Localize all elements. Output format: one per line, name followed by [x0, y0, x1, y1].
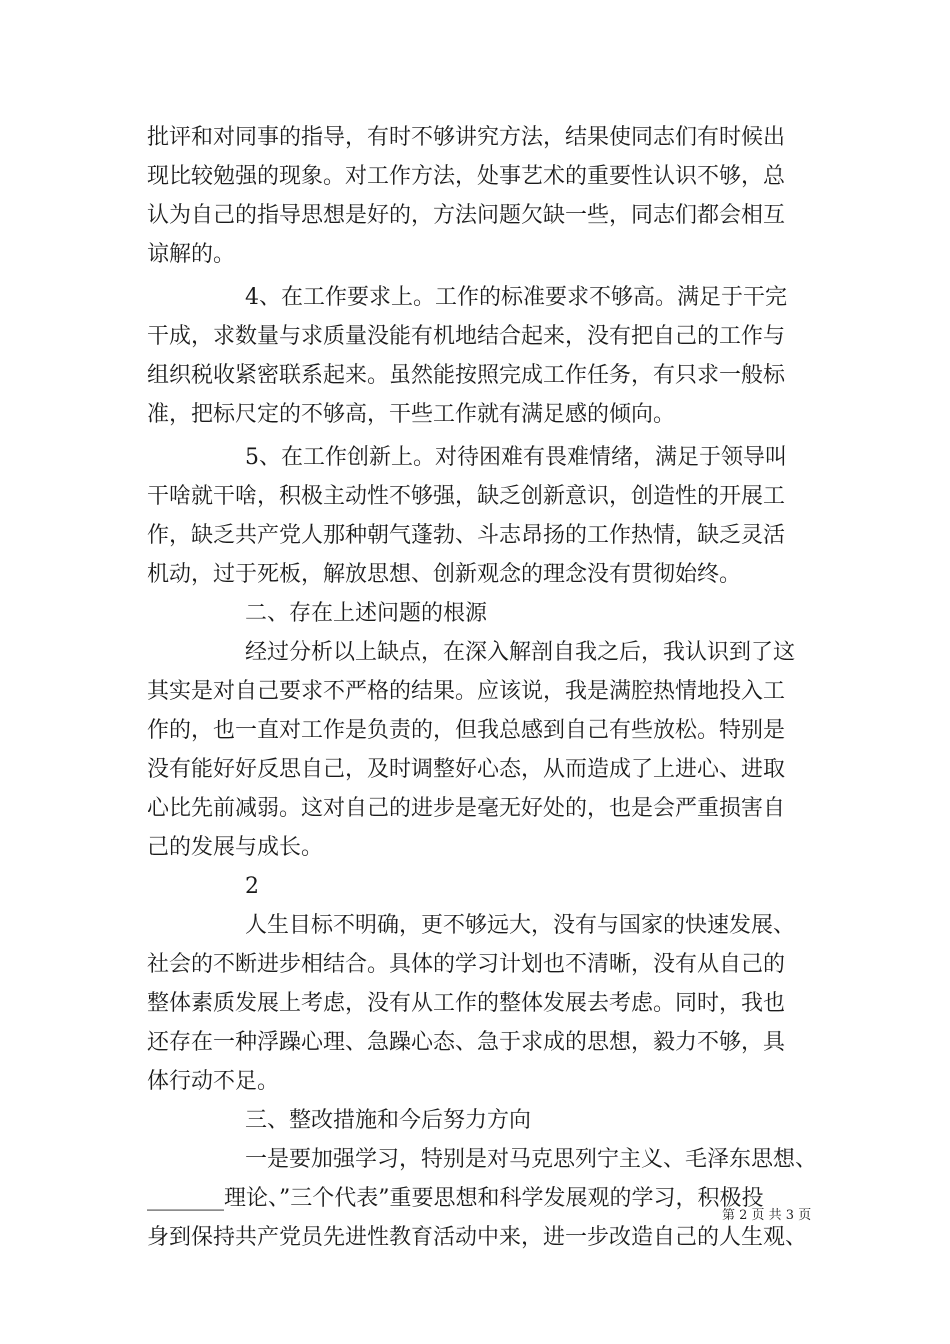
text-line: 作的，也一直对工作是负责的，但我总感到自己有些放松。特别是 [147, 718, 786, 743]
text-line: 没有能好好反思自己，及时调整好心态，从而造成了上进心、进取 [147, 757, 786, 782]
text-line: 谅解的。 [147, 242, 236, 267]
text-line: 还存在一种浮躁心理、急躁心态、急于求成的思想，毅力不够，具 [147, 1030, 786, 1055]
text-line: 其实是对自己要求不严格的结果。应该说，我是满腔热情地投入工 [147, 679, 786, 704]
text-line: 心比先前减弱。这对自己的进步是毫无好处的，也是会严重损害自 [147, 796, 786, 821]
text-line: 机动，过于死板，解放思想、创新观念的理念没有贯彻始终。 [147, 562, 742, 587]
text-line: 认为自己的指导思想是好的，方法问题欠缺一些，同志们都会相互 [147, 203, 786, 228]
section-heading: 三、整改措施和今后努力方向 [245, 1108, 532, 1133]
text-line: 批评和对同事的指导，有时不够讲究方法，结果使同志们有时候出 [147, 125, 786, 150]
text-line: 组织税收紧密联系起来。虽然能按照完成工作任务，有只求一般标 [147, 363, 786, 388]
text-line: 现比较勉强的现象。对工作方法，处事艺术的重要性认识不够，总 [147, 164, 786, 189]
paragraph-start-line: 5、在工作创新上。对待困难有畏难情绪，满足于领导叫 [245, 445, 787, 470]
text-line: _______理论、”三个代表”重要思想和科学发展观的学习，积极投 [147, 1186, 764, 1211]
text-line: 整体素质发展上考虑，没有从工作的整体发展去考虑。同时，我也 [147, 991, 786, 1016]
text-line: 准，把标尺定的不够高，干些工作就有满足感的倾向。 [147, 402, 676, 427]
text-line: 身到保持共产党员先进性教育活动中来，进一步改造自己的人生观、 [147, 1225, 808, 1250]
text-line: 干成，求数量与求质量没能有机地结合起来，没有把自己的工作与 [147, 324, 786, 349]
page-footer: 第 2 页 共 3 页 [722, 1208, 812, 1223]
text-line: 干啥就干啥，积极主动性不够强，缺乏创新意识，创造性的开展工 [147, 484, 786, 509]
text-line: 作，缺乏共产党人那种朝气蓬勃、斗志昂扬的工作热情，缺乏灵活 [147, 523, 786, 548]
paragraph-start-line: 4、在工作要求上。工作的标准要求不够高。满足于干完 [245, 285, 787, 310]
section-heading: 二、存在上述问题的根源 [245, 601, 488, 626]
paragraph-start-line: 一是要加强学习，特别是对马克思列宁主义、毛泽东思想、 [245, 1147, 818, 1172]
document-body [147, 118, 827, 1257]
paragraph-start-line: 经过分析以上缺点，在深入解剖自我之后，我认识到了这 [245, 640, 796, 665]
text-line: 己的发展与成长。 [147, 835, 324, 860]
text-line: 社会的不断进步相结合。具体的学习计划也不清晰，没有从自己的 [147, 952, 786, 977]
text-line: 体行动不足。 [147, 1069, 280, 1094]
paragraph-start-line: 人生目标不明确，更不够远大，没有与国家的快速发展、 [245, 913, 796, 938]
list-number: 2 [245, 874, 259, 899]
